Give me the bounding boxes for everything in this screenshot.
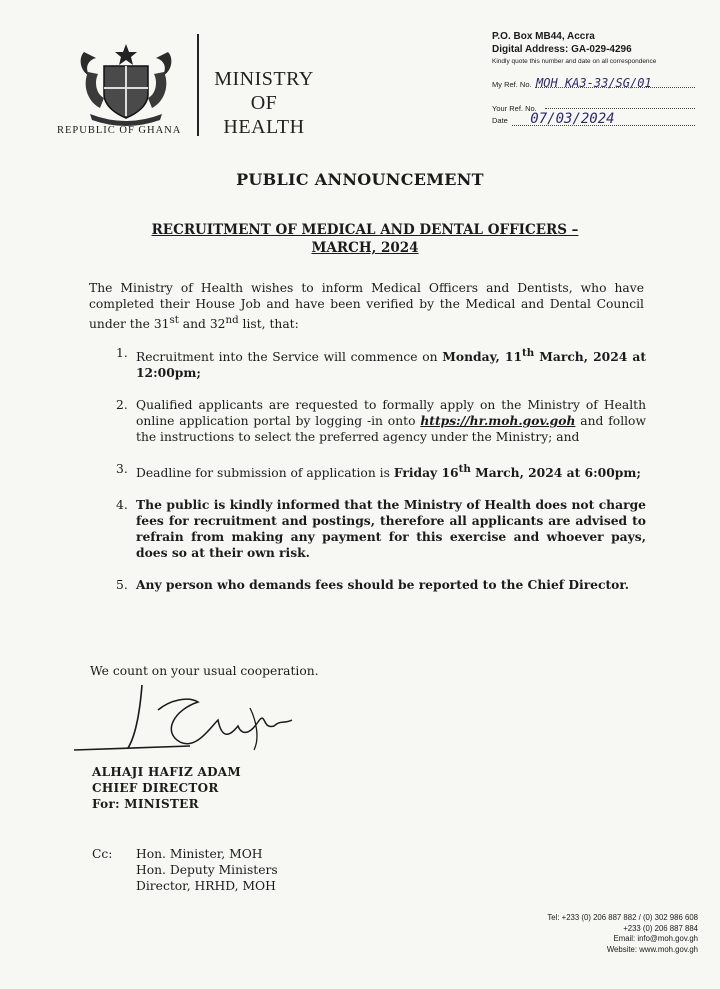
intro-paragraph: [89, 280, 644, 332]
item-number: 4.: [116, 498, 128, 513]
signatory-for: For: MINISTER: [92, 797, 199, 811]
portal-link[interactable]: https://hr.moh.gov.goh: [420, 413, 576, 429]
list-item: [116, 345, 646, 381]
item-bold: The public is kindly informed that the Ministry of Health does not charge fees for recruitment and postings, therefore all applicants are advised to refrain from making any payment for this exercise and whoever pays, does so at their own risk.: [136, 497, 646, 561]
intro-text: list, that:: [238, 317, 299, 332]
intro-sup: nd: [225, 314, 239, 326]
item-number: 5.: [116, 578, 128, 593]
address-block: [492, 30, 632, 56]
ministry-name: [205, 67, 323, 139]
signatory-title: CHIEF DIRECTOR: [92, 781, 219, 795]
list-item: [116, 461, 646, 481]
closing-line: We count on your usual cooperation.: [90, 664, 319, 678]
subtitle: [100, 221, 630, 257]
my-ref-line: [535, 75, 695, 88]
my-ref-label: My Ref. No.: [492, 80, 532, 89]
date-label: Date: [492, 116, 508, 125]
header-divider: [197, 34, 199, 136]
item-number: 2.: [116, 398, 128, 413]
contact-tel: +233 (0) 206 887 884: [623, 923, 698, 933]
your-ref-line: [545, 96, 695, 109]
ministry-line: MINISTRY: [214, 68, 314, 90]
item-number: 3.: [116, 462, 128, 477]
date-value: 07/03/2024: [530, 111, 615, 127]
your-ref-label: Your Ref. No.: [492, 104, 537, 113]
ministry-line: HEALTH: [223, 116, 305, 138]
cc-list: [136, 846, 278, 894]
republic-label: REPUBLIC OF GHANA: [57, 125, 182, 136]
date-line: [512, 113, 695, 126]
item-bold: March, 2024 at 12:00pm;: [136, 349, 647, 381]
po-box: P.O. Box MB44, Accra: [492, 31, 595, 42]
item-sup: th: [522, 347, 535, 359]
item-text: Recruitment into the Service will commence on: [136, 350, 443, 365]
signature: [70, 680, 300, 765]
item-text: and follow the instructions to select the preferred agency under the Ministry; and: [136, 414, 646, 445]
cc-recipient: Director, HRHD, MOH: [136, 879, 276, 893]
item-text: Qualified applicants are requested to formally apply on the Ministry of Health online application portal by logging -in onto: [136, 398, 646, 429]
contact-tel: Tel: +233 (0) 206 887 882 / (0) 302 986 608: [547, 913, 698, 922]
list-item: [116, 497, 646, 561]
contact-email[interactable]: Email: info@moh.gov.gh: [613, 934, 698, 943]
item-number: 1.: [116, 346, 128, 360]
subtitle-line: MARCH, 2024: [311, 240, 419, 256]
signatory-name: ALHAJI HAFIZ ADAM: [92, 765, 241, 779]
item-bold: March, 2024 at 6:00pm;: [470, 465, 641, 481]
intro-sup: st: [169, 314, 179, 326]
contact-website[interactable]: Website: www.moh.gov.gh: [606, 944, 698, 954]
cc-label: Cc:: [92, 847, 113, 861]
item-bold: Any person who demands fees should be reported to the Chief Director.: [136, 577, 629, 593]
intro-text: and 32: [178, 317, 226, 332]
item-bold: Monday, 11: [442, 349, 523, 365]
list-item: [116, 577, 646, 593]
item-text: Deadline for submission of application is: [136, 466, 394, 481]
intro-text: The Ministry of Health wishes to inform Medical Officers and Dentists, who have completed their House Job and have been verified by the Medical and Dental Council under the 31: [89, 281, 644, 332]
ghana-coat-of-arms-icon: [74, 42, 178, 126]
my-ref-value: MOH KA3-33/SG/01: [536, 76, 652, 90]
subtitle-line: RECRUITMENT OF MEDICAL AND DENTAL OFFICERS –: [151, 222, 579, 238]
cc-recipient: Hon. Minister, MOH: [136, 847, 263, 861]
cc-recipient: Hon. Deputy Ministers: [136, 863, 278, 877]
ministry-line: OF: [250, 92, 278, 114]
list-item: [116, 397, 646, 445]
signatory-block: [92, 764, 241, 812]
page-title: PUBLIC ANNOUNCEMENT: [236, 170, 484, 189]
announcement-list: [116, 345, 646, 609]
quote-note: Kindly quote this number and date on all correspondence: [492, 58, 657, 65]
contact-block: [470, 913, 698, 955]
item-sup: th: [458, 463, 471, 476]
digital-address: Digital Address: GA-029-4296: [492, 44, 632, 55]
item-bold: Friday 16: [393, 465, 459, 481]
